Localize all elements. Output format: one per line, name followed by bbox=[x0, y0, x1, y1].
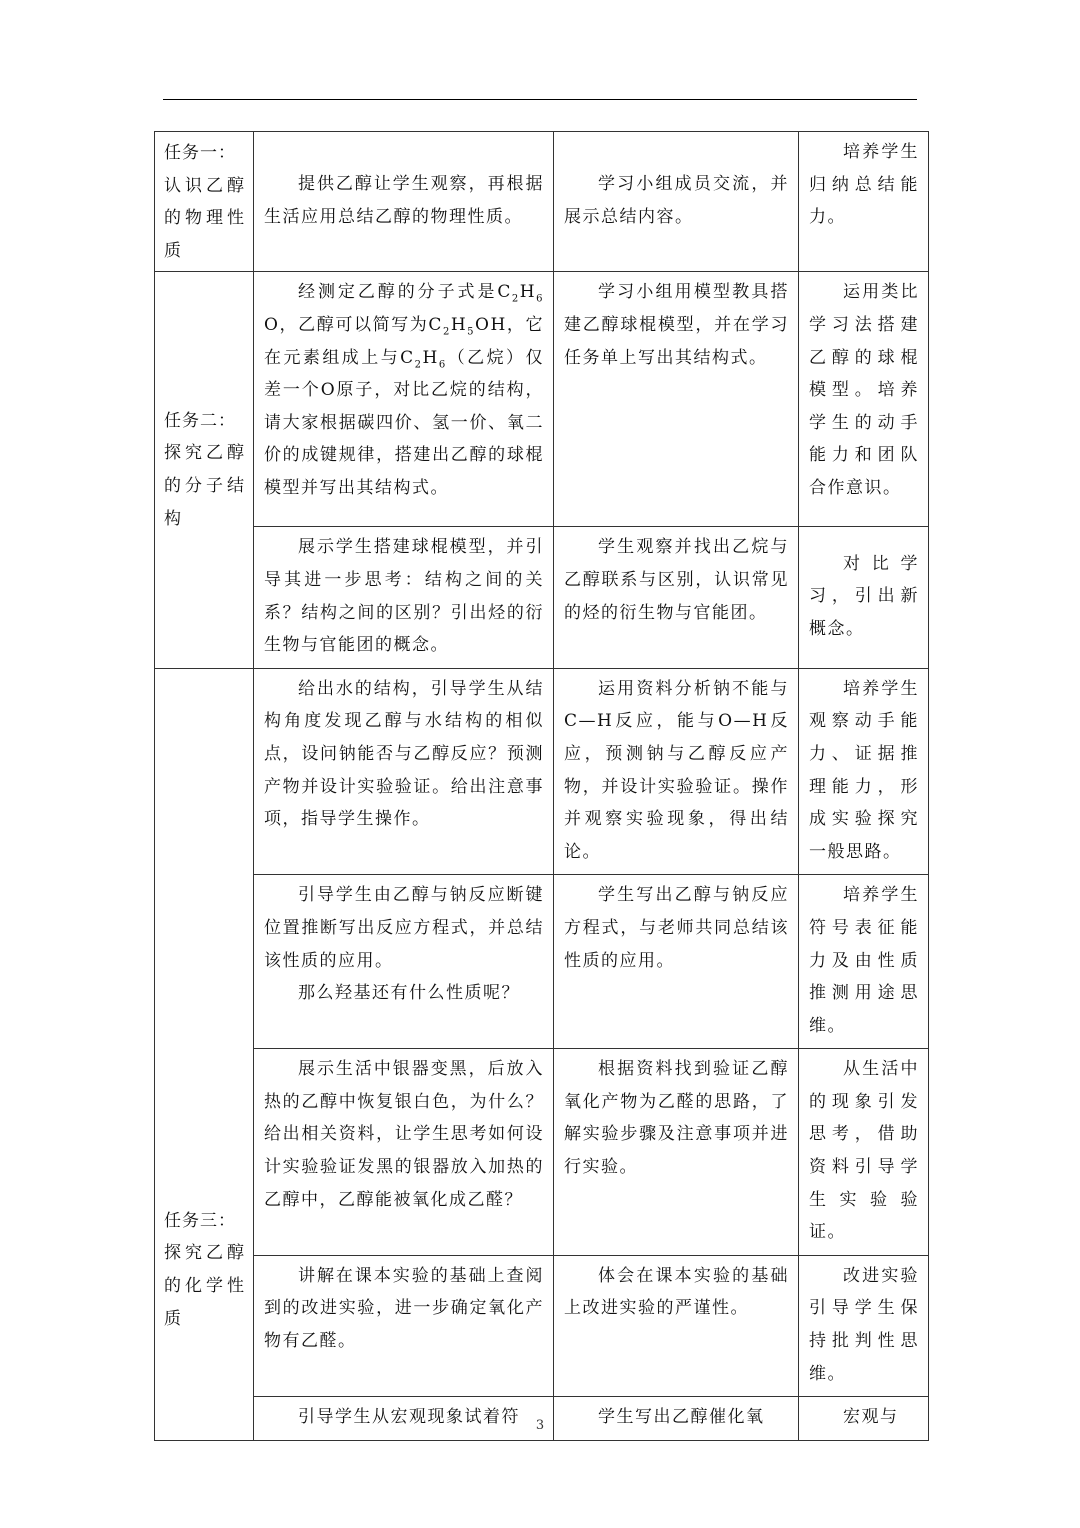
design-intent-cell: 运用类比学习法搭建乙醇的球棍模型。培养学生的动手能力和团队合作意识。 bbox=[799, 272, 929, 527]
design-intent-cell: 从生活中的现象引发思考，借助资料引导学生实验验证。 bbox=[799, 1049, 929, 1256]
task-label: 任务二： bbox=[164, 410, 236, 431]
teacher-activity-cell: 给出水的结构，引导学生从结构角度发现乙醇与水结构的相似点，设问钠能否与乙醇反应？预测产物并设计实验验证。给出注意事项，指导学生操作。 bbox=[254, 668, 554, 875]
task-title: 认识乙醇的物理性质 bbox=[164, 175, 245, 261]
task-label: 任务三： bbox=[164, 1210, 236, 1231]
design-intent-cell: 培养学生观察动手能力、证据推理能力，形成实验探究一般思路。 bbox=[799, 668, 929, 875]
task-label: 任务一： bbox=[164, 143, 236, 163]
table-row bbox=[155, 272, 929, 527]
teacher-activity-question: 那么羟基还有什么性质呢？ bbox=[298, 983, 520, 1004]
student-activity-cell: 学习小组用模型教具搭建乙醇球棍模型，并在学习任务单上写出其结构式。 bbox=[554, 272, 799, 527]
subscript: 6 bbox=[438, 358, 447, 370]
subscript: 2 bbox=[511, 293, 520, 305]
teacher-activity-text: 引导学生由乙醇与钠反应断键位置推断写出反应方程式，并总结该性质的应用。 bbox=[264, 885, 544, 971]
text-run: （乙烷）仅差一个O原子，对比乙烷的结构，请大家根据碳四价、氢一价、氧二价的成键规律，搭建出乙醇的球棍模型并写出其结构式。 bbox=[264, 347, 545, 498]
design-intent-cell: 培养学生符号表征能力及由性质推测用途思维。 bbox=[799, 875, 929, 1049]
student-activity-cell: 学生写出乙醇与钠反应方程式，与老师共同总结该性质的应用。 bbox=[554, 875, 799, 1049]
subscript: 2 bbox=[414, 358, 423, 370]
table-row bbox=[155, 1049, 929, 1256]
student-activity-cell: 学生写出乙醇催化氧 bbox=[554, 1397, 799, 1441]
text-run: H bbox=[519, 282, 537, 303]
student-activity-cell: 根据资料找到验证乙醇氧化产物为乙醛的思路，了解实验步骤及注意事项并进行实验。 bbox=[554, 1049, 799, 1256]
task-title: 探究乙醇的化学性质 bbox=[164, 1243, 245, 1329]
table-row bbox=[155, 527, 929, 668]
text-run: OH，它在元素组成上与C bbox=[264, 314, 544, 368]
subscript: 6 bbox=[536, 293, 544, 305]
table-row bbox=[155, 132, 929, 272]
text-run: H bbox=[450, 314, 468, 335]
teacher-activity-cell: 讲解在课本实验的基础上查阅到的改进实验，进一步确定氧化产物有乙醛。 bbox=[254, 1255, 554, 1396]
table-row bbox=[155, 668, 929, 875]
teacher-activity-cell bbox=[254, 875, 554, 1049]
student-activity-cell: 学习小组成员交流，并展示总结内容。 bbox=[554, 132, 799, 272]
design-intent-cell: 宏观与 bbox=[799, 1397, 929, 1441]
student-activity-cell: 体会在课本实验的基础上改进实验的严谨性。 bbox=[554, 1255, 799, 1396]
teacher-activity-cell: 引导学生从宏观现象试着符 bbox=[254, 1397, 554, 1441]
teacher-activity-cell: 提供乙醇让学生观察，再根据生活应用总结乙醇的物理性质。 bbox=[254, 132, 554, 272]
text-run: H bbox=[422, 347, 439, 368]
text-run: 经测定乙醇的分子式是C bbox=[298, 282, 512, 303]
subscript: 2 bbox=[442, 326, 451, 338]
student-activity-cell: 运用资料分析钠不能与C—H反应，能与O—H反应，预测钠与乙醇反应产物，并设计实验验证。操作并观察实验现象，得出结论。 bbox=[554, 668, 799, 875]
lesson-plan-table bbox=[154, 131, 929, 1441]
task-cell bbox=[155, 132, 254, 272]
student-activity-cell: 学生观察并找出乙烷与乙醇联系与区别，认识常见的烃的衍生物与官能团。 bbox=[554, 527, 799, 668]
table-row bbox=[155, 875, 929, 1049]
task-title: 探究乙醇的分子结构 bbox=[164, 443, 245, 529]
subscript: 5 bbox=[467, 326, 476, 338]
teacher-activity-cell: 展示生活中银器变黑，后放入热的乙醇中恢复银白色，为什么？给出相关资料，让学生思考如何设计实验验证发黑的银器放入加热的乙醇中，乙醇能被氧化成乙醛？ bbox=[254, 1049, 554, 1256]
teacher-activity-cell: 展示学生搭建球棍模型，并引导其进一步思考：结构之间的关系？结构之间的区别？引出烃的衍生物与官能团的概念。 bbox=[254, 527, 554, 668]
task-cell bbox=[155, 668, 254, 1440]
design-intent-cell: 培养学生归纳总结能力。 bbox=[799, 132, 929, 272]
teacher-activity-cell bbox=[254, 272, 554, 527]
text-run: O，乙醇可以简写为C bbox=[264, 314, 443, 335]
table-row bbox=[155, 1255, 929, 1396]
task-cell bbox=[155, 272, 254, 668]
design-intent-cell: 改进实验引导学生保持批判性思维。 bbox=[799, 1255, 929, 1396]
design-intent-cell: 对比学习，引出新概念。 bbox=[799, 527, 929, 668]
header-rule bbox=[163, 99, 917, 100]
page-number: 3 bbox=[535, 1418, 545, 1433]
